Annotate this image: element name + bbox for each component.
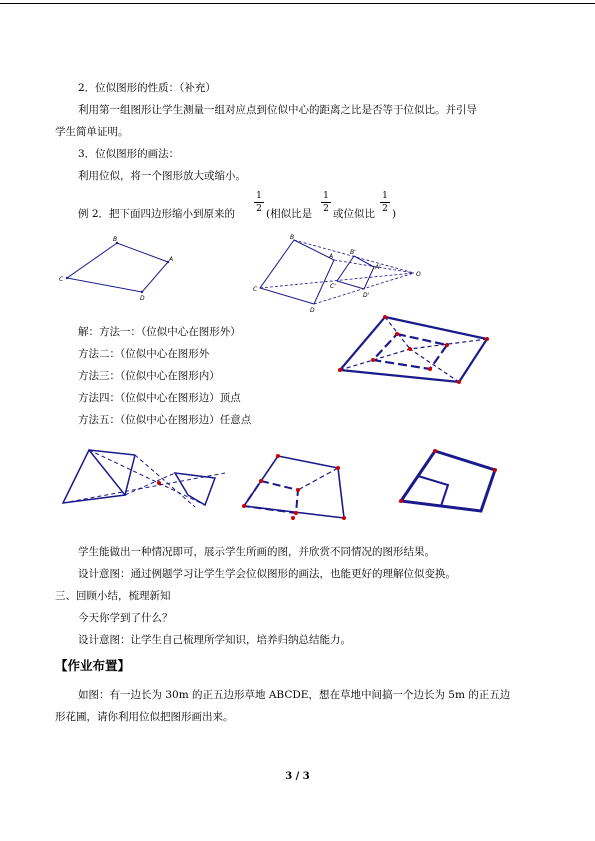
fraction-one-half: 1 2 bbox=[321, 191, 331, 214]
section-summary-title: 三、回顾小结，梳理新知 bbox=[55, 590, 171, 602]
example-2-text-a: 例 2．把下面四边形缩小到原来的 bbox=[78, 208, 236, 220]
section-3-title: 3．位似图形的画法： bbox=[78, 148, 180, 160]
header-rule bbox=[0, 3, 595, 4]
example-2-text-d: ) bbox=[392, 208, 397, 220]
label-d: D bbox=[310, 307, 315, 314]
design-intent-1: 设计意图：通过例题学习让学生学会位似图形的画法，也能更好的理解位似变换。 bbox=[78, 568, 456, 580]
homework-text: 形花圃，请你利用位似把图形画出来。 bbox=[55, 711, 234, 723]
quadrilateral-figure bbox=[55, 234, 185, 306]
label-b: B bbox=[113, 236, 118, 243]
homework-heading: 【作业布置】 bbox=[55, 658, 131, 673]
homothety-figure bbox=[252, 232, 430, 316]
label-o: O bbox=[416, 271, 421, 278]
fraction-one-half: 1 2 bbox=[254, 191, 264, 214]
label-d-prime: D' bbox=[363, 292, 370, 299]
label-c-prime: C' bbox=[330, 283, 336, 290]
method-1: 解：方法一：（位似中心在图形外） bbox=[78, 326, 241, 338]
method-3: 方法三：（位似中心在图形内） bbox=[78, 370, 220, 382]
paragraph-line: 今天你学到了什么？ bbox=[78, 612, 173, 624]
method-4: 方法四：（位似中心在图形边）顶点 bbox=[78, 392, 241, 404]
label-a: A bbox=[329, 253, 334, 260]
page-number: 3 / 3 bbox=[285, 771, 310, 782]
design-intent-2: 设计意图：让学生自己梳理所学知识，培养归纳总结能力。 bbox=[78, 634, 351, 646]
paragraph-line: 学生简单证明。 bbox=[55, 126, 129, 138]
homothety-inside-figure bbox=[335, 312, 495, 384]
example-2-text-c: 或位似比 bbox=[333, 208, 375, 220]
paragraph-line: 利用第一组图形让学生测量一组对应点到位似中心的距离之比是否等于位似比。并引导 bbox=[78, 104, 477, 116]
method-5: 方法五：（位似中心在图形边）任意点 bbox=[78, 414, 252, 426]
label-a: A bbox=[169, 256, 174, 263]
homothety-outside-reverse-figure bbox=[55, 445, 230, 515]
paragraph-line: 利用位似，将一个图形放大或缩小。 bbox=[78, 170, 246, 182]
homothety-edge-point-figure bbox=[238, 448, 353, 523]
label-a-prime: A' bbox=[375, 264, 381, 271]
label-b-prime: B' bbox=[350, 249, 356, 256]
section-2-title: 2．位似图形的性质：（补充） bbox=[78, 82, 216, 94]
homework-text: 如图：有一边长为 30m 的正五边形草地 ABCDE，想在草地中间搞一个边长为 5m 的正五边 bbox=[78, 689, 511, 701]
fraction-one-half: 1 2 bbox=[380, 191, 390, 214]
label-d: D bbox=[140, 295, 145, 302]
method-2: 方法二：（位似中心在图形外 bbox=[78, 348, 210, 360]
homothety-vertex-figure bbox=[395, 445, 505, 515]
label-b: B bbox=[290, 234, 295, 241]
example-2-text-b: (相似比是 bbox=[266, 208, 313, 220]
paragraph-line: 学生能做出一种情况即可，展示学生所画的图，并欣赏不同情况的图形结果。 bbox=[78, 546, 435, 558]
label-c: C bbox=[59, 276, 64, 283]
label-c: C bbox=[253, 286, 258, 293]
